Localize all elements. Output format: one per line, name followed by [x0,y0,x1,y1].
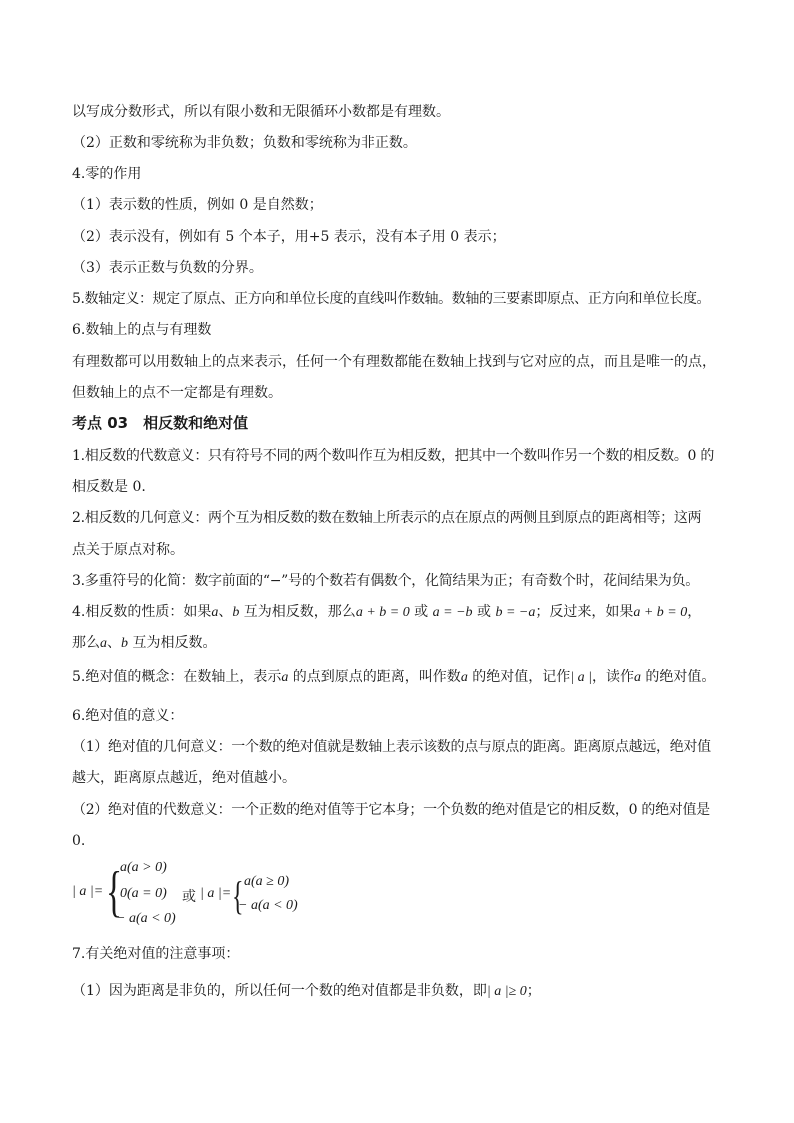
text-line: （1）表示数的性质，例如 0 是自然数； [72,197,323,213]
text-line: （2）表示没有，例如有 5 个本子，用+5 表示，没有本子用 0 表示； [72,229,506,245]
text-line: 但数轴上的点不一定都是有理数。 [72,385,282,401]
text-line: 点关于原点对称。 [72,542,184,558]
text-line: 0. [72,833,86,849]
section-heading: 考点 03 相反数和绝对值 [72,414,249,432]
text-line-item7-1: （1）因为距离是非负的，所以任何一个数的绝对值都是非负数，即| a |≥ 0； [72,983,541,999]
left-brace: { [232,873,244,918]
text-line: 相反数是 0. [72,479,146,495]
text-line: 3.多重符号的化简：数字前面的“−”号的个数若有偶数个，化简结果为正；有奇数个时，花间结果为负。 [72,573,700,589]
text-line: 6.数轴上的点与有理数 [72,322,212,338]
text-line: （2）绝对值的代数意义：一个正数的绝对值等于它本身；一个负数的绝对值是它的相反数，0 的绝对值是 [72,802,710,818]
text-line: 2.相反数的几何意义：两个互为相反数的数在数轴上所表示的点在原点的两侧且到原点的距离相等；这两 [72,510,702,526]
text-line: 有理数都可以用数轴上的点来表示，任何一个有理数都能在数轴上找到与它对应的点，而且是唯一的点， [72,354,716,370]
text-line-item5: 5.绝对值的概念：在数轴上，表示a 的点到原点的距离，叫作数a 的绝对值，记作| a |，读作a 的绝对值。 [72,669,716,685]
absolute-value-formula: | a |= { a(a > 0) 0(a = 0) − a(a < 0) 或 | a |= { a(a ≥ 0) − a(a < 0) [72,860,298,926]
text-line-item4-cont: 那么a、b 互为相反数。 [72,635,217,651]
text-line: 越大，距离原点越近，绝对值越小。 [72,770,296,786]
text-line: （2）正数和零统称为非负数；负数和零统称为非正数。 [72,135,417,151]
text-line-item4: 4.相反数的性质：如果a、b 互为相反数，那么a + b = 0 或 a = −b 或 b = −a；反过来，如果a + b = 0， [72,604,702,620]
text-line: 6.绝对值的意义： [72,708,184,724]
left-brace: { [106,861,123,923]
text-line: 7.有关绝对值的注意事项： [72,946,240,962]
text-line: （1）绝对值的几何意义：一个数的绝对值就是数轴上表示该数的点与原点的距离。距离原点越远，绝对值 [72,739,711,755]
text-line: 以写成分数形式，所以有限小数和无限循环小数都是有理数。 [72,104,450,120]
text-line: 4.零的作用 [72,166,142,182]
text-line: （3）表示正数与负数的分界。 [72,260,263,276]
text-line: 1.相反数的代数意义：只有符号不同的两个数叫作互为相反数，把其中一个数叫作另一个数的相反数。0 的 [72,448,715,464]
text-line: 5.数轴定义：规定了原点、正方向和单位长度的直线叫作数轴。数轴的三要素即原点、正方向和单位长度。 [72,291,711,307]
